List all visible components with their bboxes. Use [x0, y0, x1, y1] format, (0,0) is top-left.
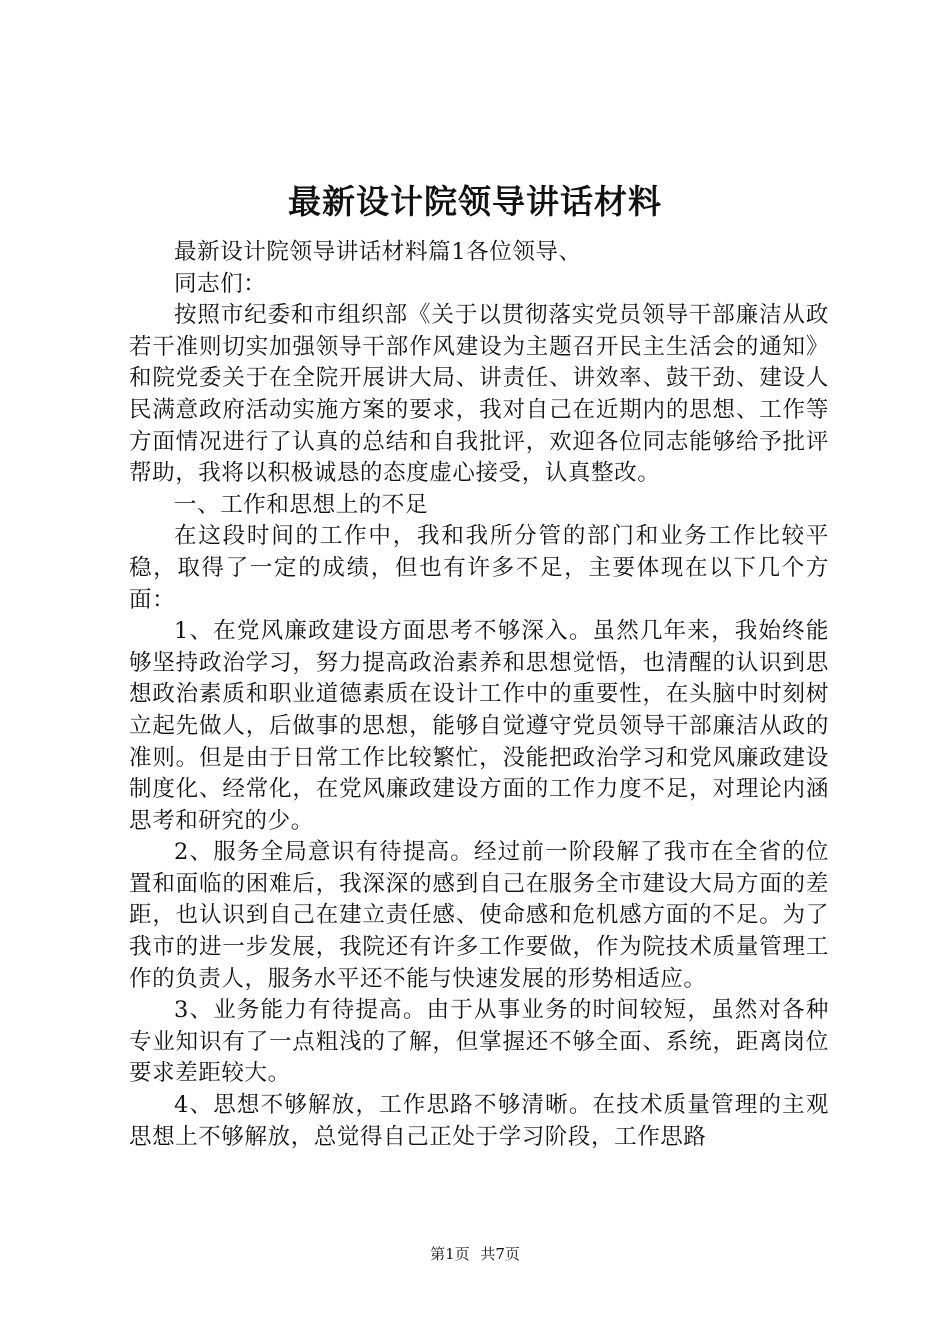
list-item: 1、在党风廉政建设方面思考不够深入。虽然几年来，我始终能够坚持政治学习，努力提高政治素养和思想觉悟，也清醒的认识到思想政治素质和职业道德素质在设计工作中的重要性，在头脑中时刻树立起先做人，后做事的思想，能够自觉遵守党员领导干部廉洁从政的准则。但是由于日常工作比较繁忙，没能把政治学习和党风廉政建设制度化、经常化，在党风廉政建设方面的工作力度不足，对理论内涵思考和研究的少。 — [129, 618, 829, 834]
list-item: 4、思想不够解放，工作思路不够清晰。在技术质量管理的主观思想上不够解放，总觉得自己正处于学习阶段，工作思路 — [129, 1092, 829, 1150]
paragraph: 同志们： — [174, 270, 267, 297]
page-footer — [0, 1244, 950, 1264]
list-item: 3、业务能力有待提高。由于从事业务的时间较短，虽然对各种专业知识有了一点粗浅的了解，但掌握还不够全面、系统，距离岗位要求差距较大。 — [129, 997, 829, 1087]
page-total: 共7页 — [480, 1245, 520, 1263]
document-body — [129, 237, 829, 1153]
document-title: 最新设计院领导讲话材料 — [288, 182, 662, 221]
paragraph: 最新设计院领导讲话材料篇1各位领导、 — [174, 239, 582, 265]
paragraph: 按照市纪委和市组织部《关于以贯彻落实党员领导干部廉洁从政若干准则切实加强领导干部作风建设为主题召开民主生活会的通知》和院党委关于在全院开展讲大局、讲责任、讲效率、鼓干劲、建设人民满意政府活动实施方案的要求，我对自己在近期内的思想、工作等方面情况进行了认真的总结和自我批评，欢迎各位同志能够给予批评帮助，我将以积极诚恳的态度虚心接受，认真整改。 — [129, 302, 829, 487]
page-number: 第1页 — [430, 1245, 470, 1263]
section-heading: 一、工作和思想上的不足 — [174, 491, 429, 518]
paragraph: 在这段时间的工作中，我和我所分管的部门和业务工作比较平稳，取得了一定的成绩，但也有许多不足，主要体现在以下几个方面： — [129, 523, 829, 613]
list-item: 2、服务全局意识有待提高。经过前一阶段解了我市在全省的位置和面临的困难后，我深深的感到自己在服务全市建设大局方面的差距，也认识到自己在建立责任感、使命感和危机感方面的不足。为了我市的进一步发展，我院还有许多工作要做，作为院技术质量管理工作的负责人，服务水平还不能与快速发展的形势相适应。 — [129, 839, 829, 992]
